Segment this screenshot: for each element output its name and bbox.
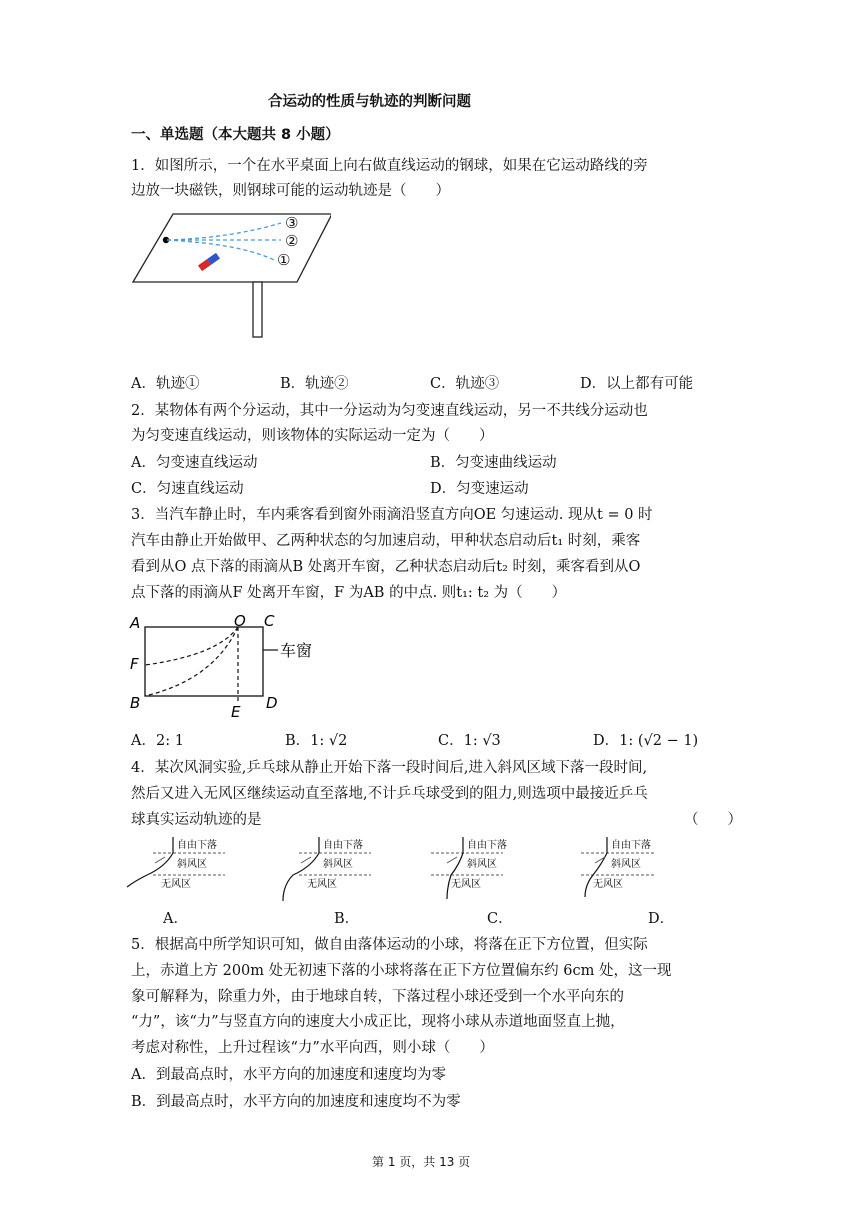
q4-option-d: D．: [648, 911, 675, 927]
label-free-fall: 自由下落: [323, 840, 363, 851]
trajectory: [283, 837, 319, 901]
q5-option-b: B．到最高点时，水平方向的加速度和速度均不为零: [131, 1094, 461, 1110]
label-wind-zone: 斜风区: [177, 859, 207, 870]
label-free-fall: 自由下落: [177, 840, 217, 851]
q2-line1: 2．某物体有两个分运动，其中一分运动为匀变速直线运动，另一不共线分运动也: [131, 403, 648, 419]
q5-line2: 上，赤道上方 200m 处无初速下落的小球将落在正下方位置偏东约 6cm 处，这一现: [131, 963, 672, 979]
q4-line2: 然后又进入无风区继续运动直至落地,不计乒乓球受到的阻力,则选项中最接近乒乓: [131, 786, 648, 802]
q4-figure-c: [423, 835, 535, 905]
label-c: C: [264, 612, 275, 630]
label-free-fall: 自由下落: [467, 840, 507, 851]
label-2: ②: [285, 232, 299, 250]
q2-option-b: B．匀变速曲线运动: [430, 455, 557, 471]
label-3: ③: [285, 214, 299, 232]
q5-line4: “力”，该“力”与竖直方向的速度大小成正比，现将小球从赤道地面竖直上抛，: [131, 1014, 625, 1030]
q3-line4: 点下落的雨滴从F 处离开车窗，F 为AB 的中点. 则t₁: t₂ 为（ ）: [131, 585, 567, 601]
q1-line2: 边放一块磁铁，则钢球可能的运动轨迹是（ ）: [131, 183, 450, 199]
table-top: [133, 214, 331, 282]
q3-option-b: B．1: √2: [285, 733, 348, 749]
q4-answer-paren: （ ）: [684, 812, 742, 828]
label-f: F: [130, 655, 139, 673]
label-no-wind-zone: 无风区: [307, 879, 337, 890]
q4-figure-a: [125, 835, 237, 905]
q2-line2: 为匀变速直线运动，则该物体的实际运动一定为（ ）: [131, 428, 494, 444]
wind-arrow: [301, 857, 311, 863]
q1-figure: [131, 208, 331, 340]
page-title: 合运动的性质与轨迹的判断问题: [268, 94, 471, 110]
q3-option-a: A．2: 1: [131, 733, 184, 749]
label-no-wind-zone: 无风区: [593, 879, 623, 890]
label-d: D: [266, 694, 278, 712]
q3-figure: [128, 610, 328, 722]
path-of: [145, 627, 238, 665]
label-wind-zone: 斜风区: [467, 859, 497, 870]
q3-option-c: C．1: √3: [438, 733, 501, 749]
wind-arrow: [447, 857, 457, 863]
q4-option-c: C．: [487, 911, 513, 927]
label-1: ①: [277, 251, 291, 269]
path-ob: [145, 627, 238, 696]
label-wind-zone: 斜风区: [611, 859, 641, 870]
q2-option-c: C．匀速直线运动: [131, 481, 244, 497]
q4-line3: 球真实运动轨迹的是: [131, 812, 262, 828]
q1-option-b: B．轨迹②: [280, 376, 349, 392]
q3-option-d: D．1: (√2 − 1): [593, 733, 699, 749]
label-a: A: [130, 614, 141, 632]
label-wind-zone: 斜风区: [323, 859, 353, 870]
label-free-fall: 自由下落: [611, 840, 651, 851]
page-footer: 第 1 页，共 13 页: [372, 1155, 471, 1169]
label-e: E: [231, 703, 241, 721]
q2-option-d: D．匀变速运动: [430, 481, 529, 497]
q4-line1: 4．某次风洞实验,乒乓球从静止开始下落一段时间后,进入斜风区域下落一段时间,: [131, 760, 648, 776]
q4-figure-b: [271, 835, 383, 905]
label-b: B: [130, 694, 141, 712]
q1-option-c: C．轨迹③: [430, 376, 500, 392]
q1-option-a: A．轨迹①: [131, 376, 200, 392]
q3-line3: 看到从O 点下落的雨滴从B 处离开车窗，乙种状态启动后t₂ 时刻，乘客看到从O: [131, 559, 641, 575]
q1-line1: 1．如图所示，一个在水平桌面上向右做直线运动的钢球，如果在它运动路线的旁: [131, 158, 648, 174]
q5-line5: 考虑对称性，上升过程该“力”水平向西，则小球（ ）: [131, 1040, 494, 1056]
q3-line1: 3．当汽车静止时，车内乘客看到窗外雨滴沿竖直方向OE 匀速运动. 现从t = 0 时: [131, 507, 653, 523]
wind-arrow: [155, 857, 165, 863]
q5-option-a: A．到最高点时，水平方向的加速度和速度均为零: [131, 1067, 446, 1083]
label-no-wind-zone: 无风区: [161, 879, 191, 890]
section-heading: 一、单选题（本大题共 8 小题）: [131, 127, 340, 143]
label-no-wind-zone: 无风区: [451, 879, 481, 890]
q4-option-b: B．: [334, 911, 360, 927]
q5-line1: 5．根据高中所学知识可知，做自由落体运动的小球，将落在正下方位置，但实际: [131, 937, 648, 953]
q3-line2: 汽车由静止开始做甲、乙两种状态的匀加速启动，甲种状态启动后t₁ 时刻，乘客: [131, 533, 641, 549]
q4-figure-d: [575, 835, 687, 905]
q1-option-d: D．以上都有可能: [580, 376, 694, 392]
q2-option-a: A．匀变速直线运动: [131, 455, 258, 471]
label-car-window: 车窗: [280, 641, 313, 660]
label-o: O: [234, 612, 246, 630]
table-leg: [253, 282, 262, 337]
q4-option-a: A．: [163, 911, 188, 927]
car-window-rect: [145, 627, 263, 696]
q5-line3: 象可解释为，除重力外，由于地球自转，下落过程小球还受到一个水平向东的: [131, 989, 624, 1005]
